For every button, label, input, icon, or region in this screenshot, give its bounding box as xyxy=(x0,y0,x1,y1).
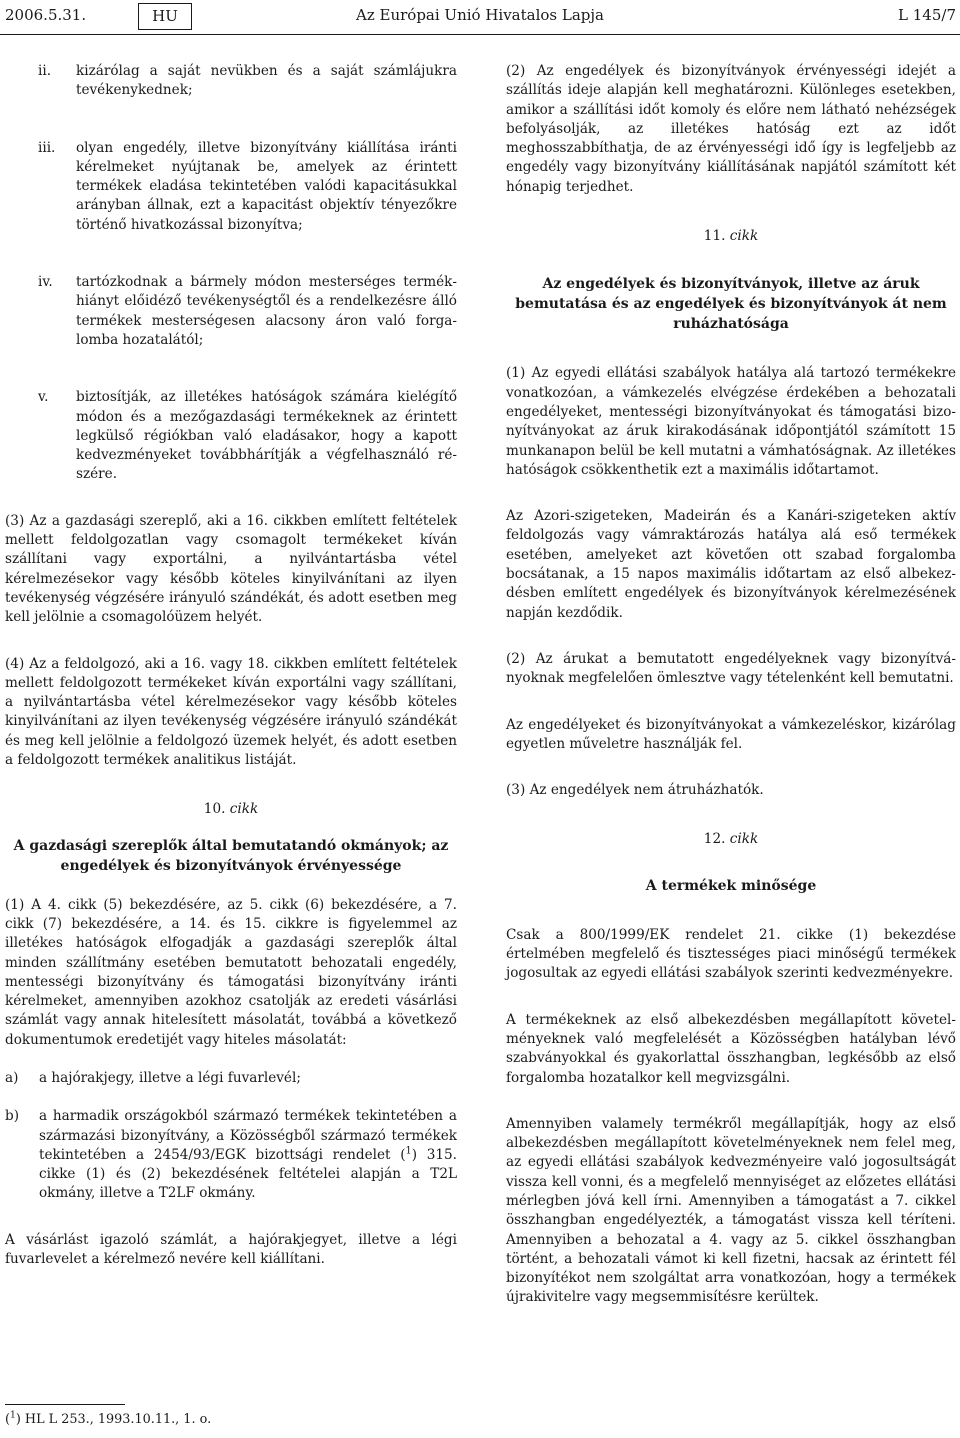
list-item xyxy=(5,62,457,101)
footnote xyxy=(5,1409,212,1428)
list-item xyxy=(5,139,457,235)
page-number: L 145/7 xyxy=(898,6,956,24)
paragraph-2: (2) Az engedélyek és bizonyítványok érvényességi idejét a szállítás ideje alapján kell meghatározni. Különleges esetekben, amikor a szállítási időt komoly és előre nem látható nehézségek befolyásolják, az illetékes hatóság ezt az időt meghosszabbíthatja, de az érvényességi idő így is legfeljebb az engedély vagy bizonyítvány kiállításának napjától számított két hónapig terjedhet. xyxy=(506,63,956,195)
article-11-title: Az engedélyek és bizonyítványok, illetve az áruk bemutatása és az engedélyek és bizonyítványok át nem ruházhatósága xyxy=(515,276,947,333)
list-item-text: kizárólag a saját nevükben és a saját számlájukra tevékenykednek; xyxy=(76,63,457,99)
item-b-text-start: a harmadik országokból származó termékek tekintetében a származási bizonyítvány, a Közösségből származó termékek tekintetében a 2454/93/EGK bizottsági rendelet ( xyxy=(39,1108,457,1163)
list-item-text: tartózkodnak a bármely módon mesterséges termékhiányt előidéző tevékenységtől és a rendelkezésre álló termékek mesterségesen alacsony áron való forgalomba hozatalától; xyxy=(76,274,457,348)
article-12-number xyxy=(506,830,956,849)
article-11-paragraph-2b: Az engedélyeket és bizonyítványokat a vámkezeléskor, kizárólag egyetlen műveletre használják fel. xyxy=(506,716,956,752)
list-item-text: biztosítják, az illetékes hatóságok számára kielégítő módon és a mezőgazdasági termékeknek az érintett legkülső régiókban való eladásakor, hogy a kapott kedvezményeket továbbhárítják a végfelhasználó részére. xyxy=(76,389,457,483)
article-11-paragraph-1b: Az Azori-szigeteken, Madeirán és a Kanári-szigeteken aktív feldolgozás vagy vámraktározás hatálya alá eső termékek esetében, amelyeket azt követően ott szabad forgalomba bocsátanak, a 15 napos maximális időtartam az első albekezdésben említett engedélyek és bizonyítványok kérelmezésének napján kezdődik. xyxy=(506,508,956,621)
list-item-number: v. xyxy=(38,389,49,406)
article-12-paragraph-3: Amennyiben valamely termékről megállapítják, hogy az első albekezdésben megállapított követelményeknek nem felel meg, az egyedi ellátási szabályok kedvezményeire való jogosultságát vissza kell vonni, és a megfelelő mennyiséget az előzetes ellátási mérlegben jóvá kell írni. Amennyiben a támogatást a 7. cikkel összhangban engedélyezték, a támogatást vissza kell téríteni. Amennyiben a behozatal a 4. vagy az 5. cikkel összhangban történt, a behozatali vámot ki kell fizetni, hacsak az érintett fél bizonyítékot nem szolgáltat arra vonatkozóan, hogy a termékek újrakivitelre vagy megsemmisítésre kerültek. xyxy=(506,1115,956,1306)
article-12-title: A termékek minősége xyxy=(645,877,817,894)
article-10-closing-paragraph: A vásárlást igazoló számlát, a hajórakjegyet, illetve a légi fuvarlevelet a kérelmező nevére kell kiállítani. xyxy=(5,1231,457,1268)
article-number: 12. xyxy=(703,831,726,848)
article-11-paragraph-1: (1) Az egyedi ellátási szabályok hatálya alá tartozó termékekre vonatkozóan, a vámkezelés elvégzése érdekében a behozatali engedélyeket, mentességi bizonyítványokat és támogatási bizonyítványokat az áruk kirakodásának időpontjától számított 15 munkanapon belül be kell mutatni a vámhatóságnak. Az illetékes hatóságok csökkenthetik ezt a maximális időtartamot. xyxy=(506,365,956,478)
footnote-ref: 1 xyxy=(405,1145,412,1157)
article-keyword: cikk xyxy=(729,831,759,848)
article-keyword: cikk xyxy=(729,228,759,245)
footnote-text: ) HL L 253., 1993.10.11., 1. o. xyxy=(15,1412,212,1427)
running-header xyxy=(0,0,960,34)
article-12-paragraph-1: Csak a 800/1999/EK rendelet 21. cikke (1) bekezdése értelmében megfelelő és tisztességes piaci minőségű termékek jogosultak az egyedi ellátási szabályok szerinti kedvezményekre. xyxy=(506,926,956,982)
article-number: 10. xyxy=(203,801,226,818)
list-item xyxy=(5,273,457,350)
article-11-number xyxy=(506,227,956,246)
list-item-letter: b) xyxy=(5,1108,20,1125)
article-number: 11. xyxy=(703,228,726,245)
article-12-paragraph-2: A termékeknek az első albekezdésben megállapított követelményeknek való megfelelését a Közösségben hatályban lévő szabványokkal és gyakorlattal összhangban, legkésőbb az első forgalomba hozatalkor kell megvizsgálni. xyxy=(506,1011,956,1086)
list-item xyxy=(5,1107,457,1203)
paragraph-4: (4) Az a feldolgozó, aki a 16. vagy 18. cikkben említett feltételek mellett feldolgozott termékeket kíván exportálni vagy szállítani, a nyilvántartásba vétel kérelmezésekor vagy később köteles kinyilvánítani az ilyen tevékenység végzésére irányuló szándékát és meg kell jelölnie a feldolgozó üzemek helyét, és adott esetben a feldolgozott termékek analitikus listáját. xyxy=(5,655,457,769)
publication-date: 2006.5.31. xyxy=(5,6,87,24)
footnote-paren: ( xyxy=(5,1412,10,1427)
article-10-number xyxy=(5,800,457,819)
left-column xyxy=(5,62,457,1269)
list-item-number: iv. xyxy=(38,274,53,291)
header-rule xyxy=(0,34,960,35)
article-11-paragraph-3: (3) Az engedélyek nem átruházhatók. xyxy=(506,782,764,799)
article-11-paragraph-2: (2) Az árukat a bemutatott engedélyeknek vagy bizonyítványoknak megfelelően ömlesztve vagy tételenként kell bemutatni. xyxy=(506,650,956,687)
list-item xyxy=(5,1069,457,1088)
footnote-rule xyxy=(5,1404,125,1405)
item-b-text-end: ) 315. cikke (1) és (2) bekezdésének feltételei alapján a T2L okmány, illetve a T2LF okmány. xyxy=(39,1146,457,1202)
list-item-number: ii. xyxy=(38,63,52,79)
paragraph-3: (3) Az a gazdasági szereplő, aki a 16. cikkben említett feltételek mellett feldolgozatlan vagy csomagolt termékeket kíván szállítani vagy exportálni, a nyilvántartásba vétel kérelmezésekor vagy később köteles kinyilvánítani az ilyen tevékenység végzésére irányuló szándékát, és adott esetben meg kell jelölnie a csomagolóüzem helyét. xyxy=(5,512,457,626)
footnote-number: 1 xyxy=(10,1409,16,1421)
article-10-paragraph-1: (1) A 4. cikk (5) bekezdésére, az 5. cikk (6) bekezdésére, a 7. cikk (7) bekezdésére, a 14. és 15. cikkre is figyelemmel az illetékes hatóságok elfogadják a gazdasági szereplők által minden szállítmány esetében bemutatott behozatali engedély, mentességi bizonyítvány és támogatási bizonyítvány iránti kérelmeket, amennyiben azokhoz csatolják az eredeti vásárlási számlát vagy annak hitelesített másolatát, továbbá a következő dokumentumok eredetijét vagy hiteles másolatát: xyxy=(5,896,457,1048)
language-box: HU xyxy=(138,3,192,30)
list-item xyxy=(5,388,457,484)
list-item-text: olyan engedély, illetve bizonyítvány kiállítása iránti kérelmeket nyújtanak be, amelyek az érintett termékek eladása tekintetében valódi kapacitásukkal arányban állnak, ezt a kapacitást objektív tényezőkre történő hivatkozással bizonyítva; xyxy=(76,139,457,233)
right-column xyxy=(506,62,956,1308)
journal-title: Az Európai Unió Hivatalos Lapja xyxy=(356,6,604,24)
list-item-text: a hajórakjegy, illetve a légi fuvarlevél; xyxy=(39,1069,301,1086)
list-item-letter: a) xyxy=(5,1069,19,1086)
article-10-title: A gazdasági szereplők által bemutatandó okmányok; az engedélyek és bizonyítványok érvényessége xyxy=(13,837,449,874)
list-item-number: iii. xyxy=(38,139,56,156)
list-item-text xyxy=(39,1107,457,1203)
article-keyword: cikk xyxy=(229,801,259,818)
